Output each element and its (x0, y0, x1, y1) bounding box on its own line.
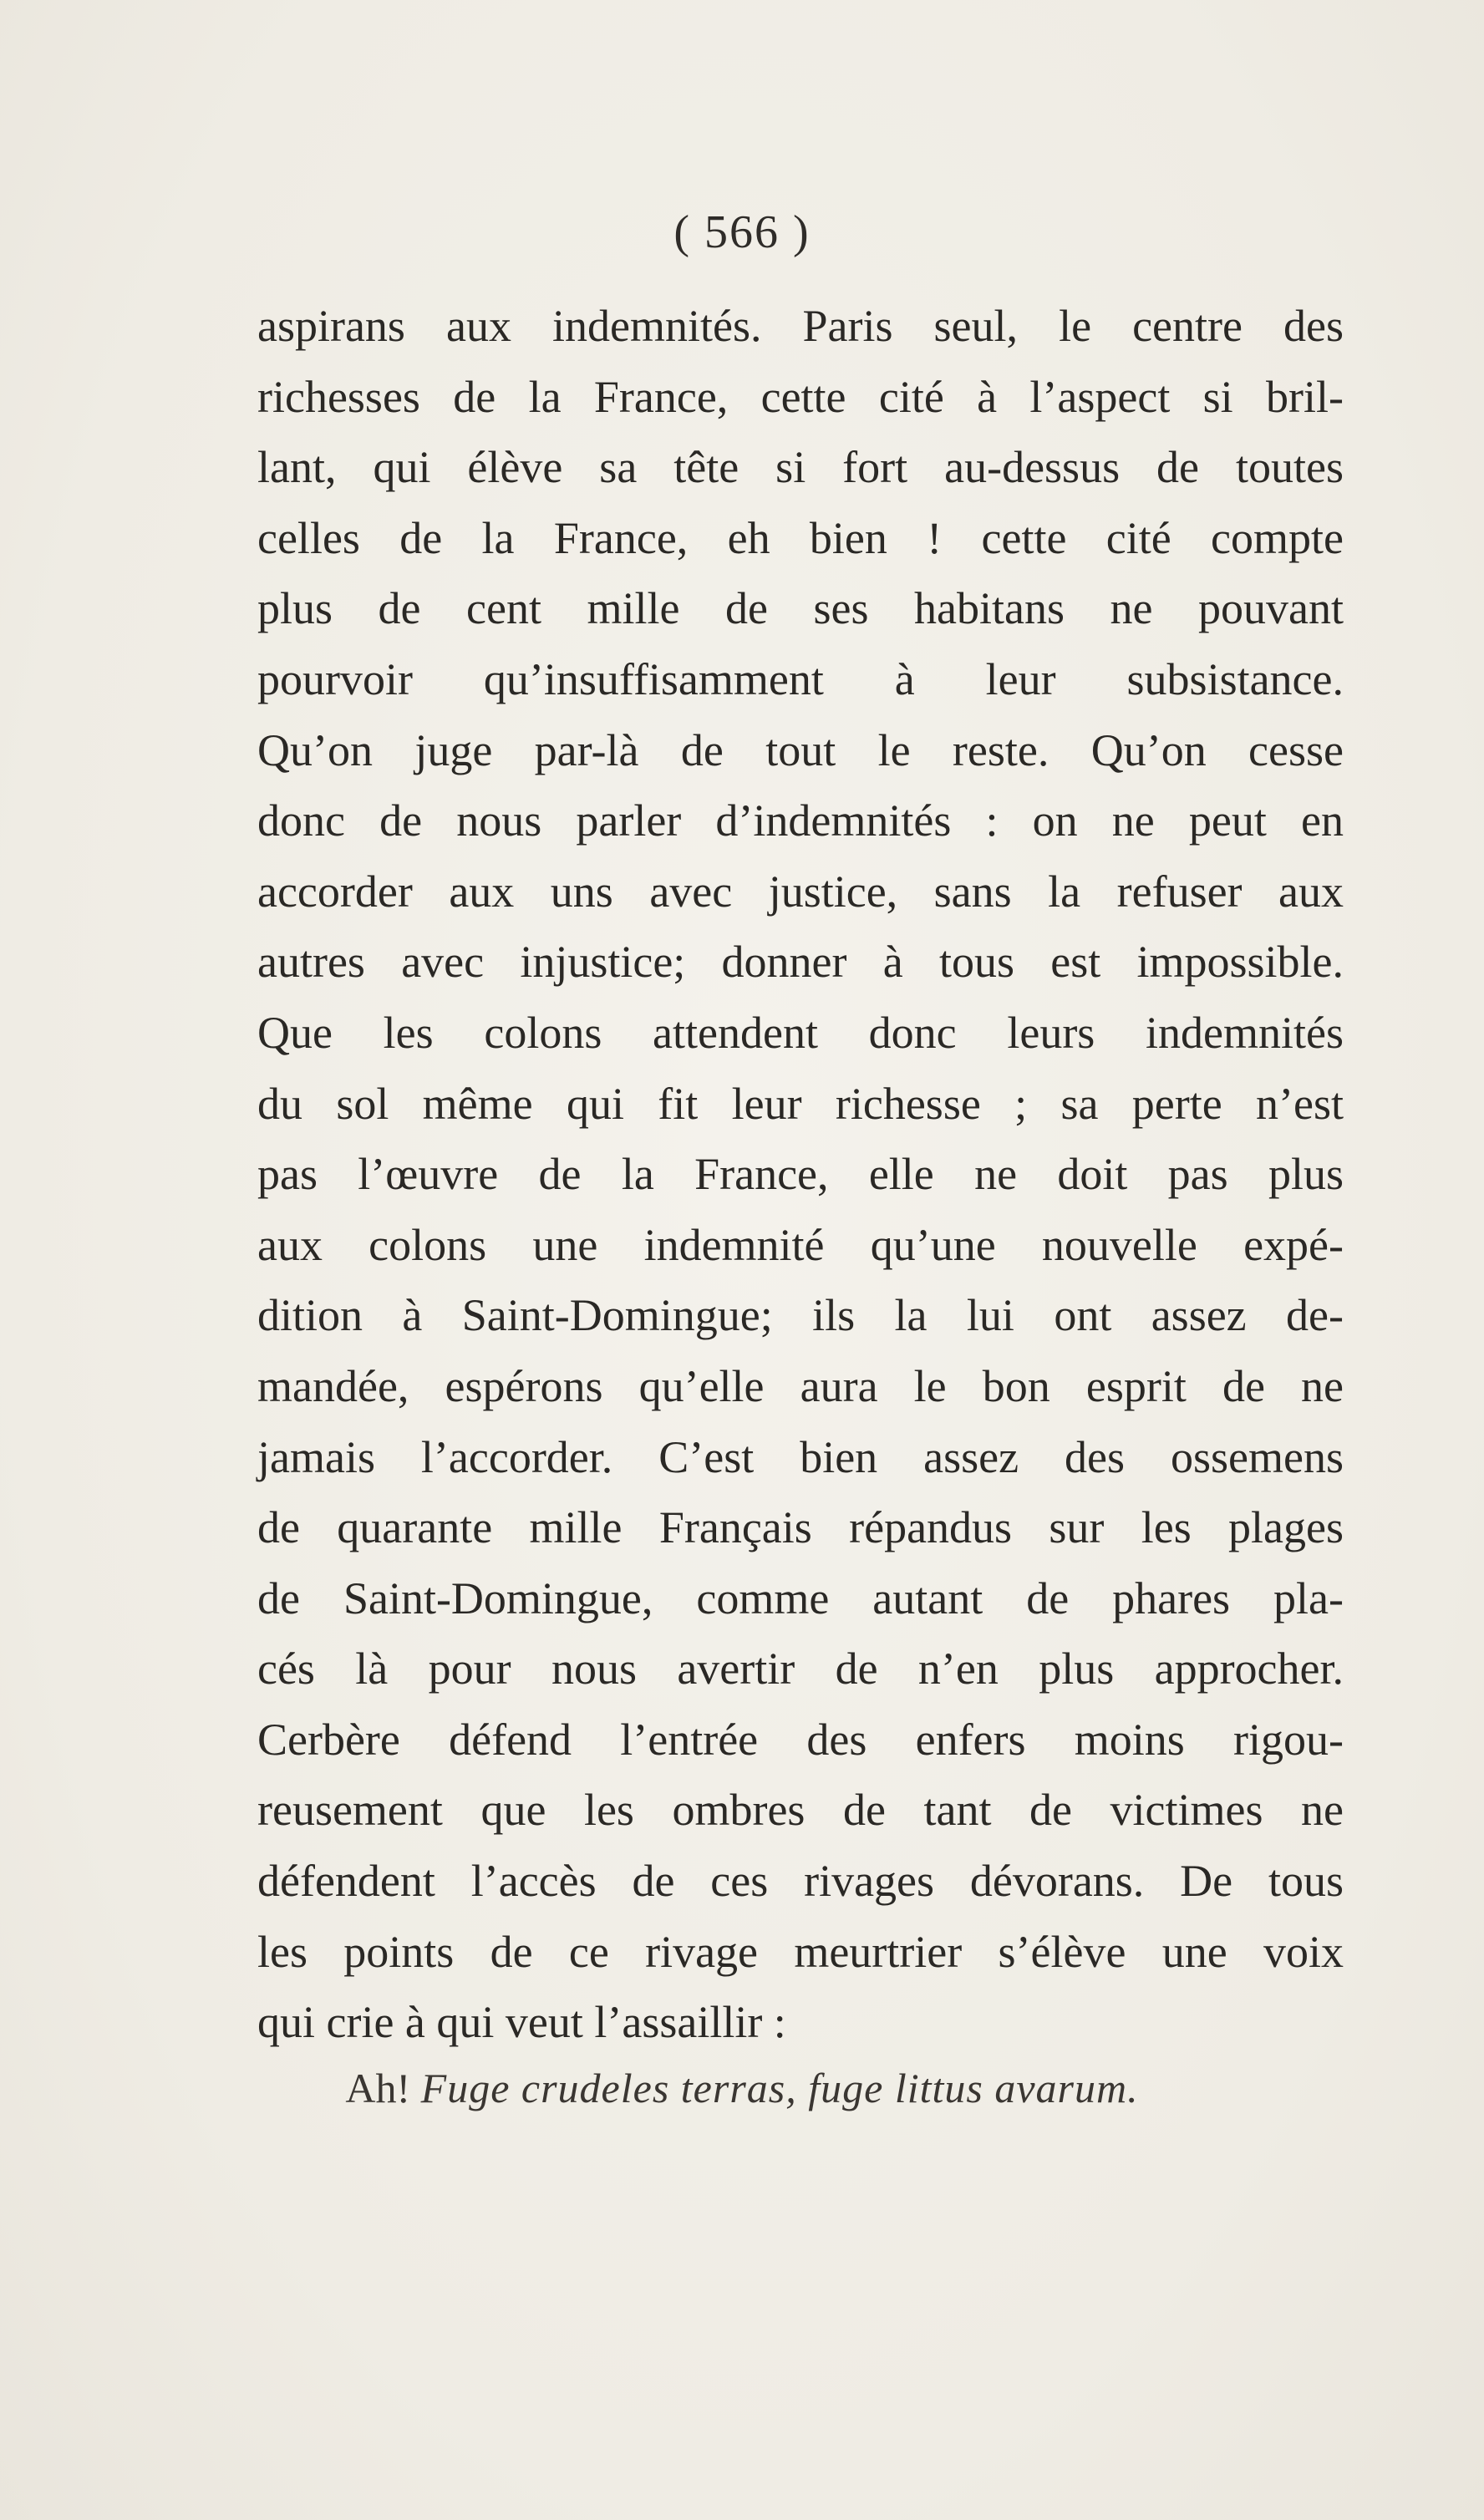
text-line: dition à Saint-Domingue; ils la lui ont assez de- (257, 1290, 1344, 1341)
text-line: mandée, espérons qu’elle aura le bon esprit de ne (257, 1360, 1344, 1411)
body-text (257, 291, 1344, 2058)
text-line: défendent l’accès de ces rivages dévorans. De tous (257, 1856, 1344, 1907)
text-line: lant, qui élève sa tête si fort au-dessus de toutes (257, 442, 1344, 493)
text-line: pourvoir qu’insuffisamment à leur subsistance. (257, 653, 1344, 704)
text-line: aux colons une indemnité qu’une nouvelle expé- (257, 1219, 1344, 1270)
text-line: de Saint-Domingue, comme autant de phares pla- (257, 1572, 1344, 1623)
text-line: de quarante mille Français répandus sur les plages (257, 1502, 1344, 1553)
text-line: plus de cent mille de ses habitans ne pouvant (257, 583, 1344, 634)
text-line: Cerbère défend l’entrée des enfers moins rigou- (257, 1714, 1344, 1765)
page-number: ( 566 ) (673, 206, 811, 258)
text-line: celles de la France, eh bien ! cette cité compte (257, 512, 1344, 563)
text-line: donc de nous parler d’indemnités : on ne peut en (257, 795, 1344, 846)
text-line: aspirans aux indemnités. Paris seul, le centre des (257, 301, 1344, 351)
quote-prefix: Ah! (345, 2065, 421, 2111)
text-line: reusement que les ombres de tant de victimes ne (257, 1785, 1344, 1836)
text-line: autres avec injustice; donner à tous est impossible. (257, 937, 1344, 988)
text-line: accorder aux uns avec justice, sans la refuser aux (257, 866, 1344, 917)
text-line: richesses de la France, cette cité à l’aspect si bril- (257, 371, 1344, 422)
text-line: cés là pour nous avertir de n’en plus approcher. (257, 1644, 1344, 1694)
text-line: les points de ce rivage meurtrier s’élève une voix (257, 1926, 1344, 1977)
text-line: du sol même qui fit leur richesse ; sa perte n’est (257, 1078, 1344, 1129)
text-line: Que les colons attendent donc leurs indemnités (257, 1007, 1344, 1058)
text-line: pas l’œuvre de la France, elle ne doit pas plus (257, 1149, 1344, 1200)
quote-latin: Fuge crudeles terras, fuge littus avarum. (420, 2065, 1139, 2111)
text-line: Qu’on juge par-là de tout le reste. Qu’on cesse (257, 724, 1344, 775)
text-line: qui crie à qui veut l’assaillir : (257, 1997, 786, 2048)
text-line: jamais l’accorder. C’est bien assez des ossemens (257, 1431, 1344, 1482)
latin-quotation (0, 2064, 1484, 2112)
